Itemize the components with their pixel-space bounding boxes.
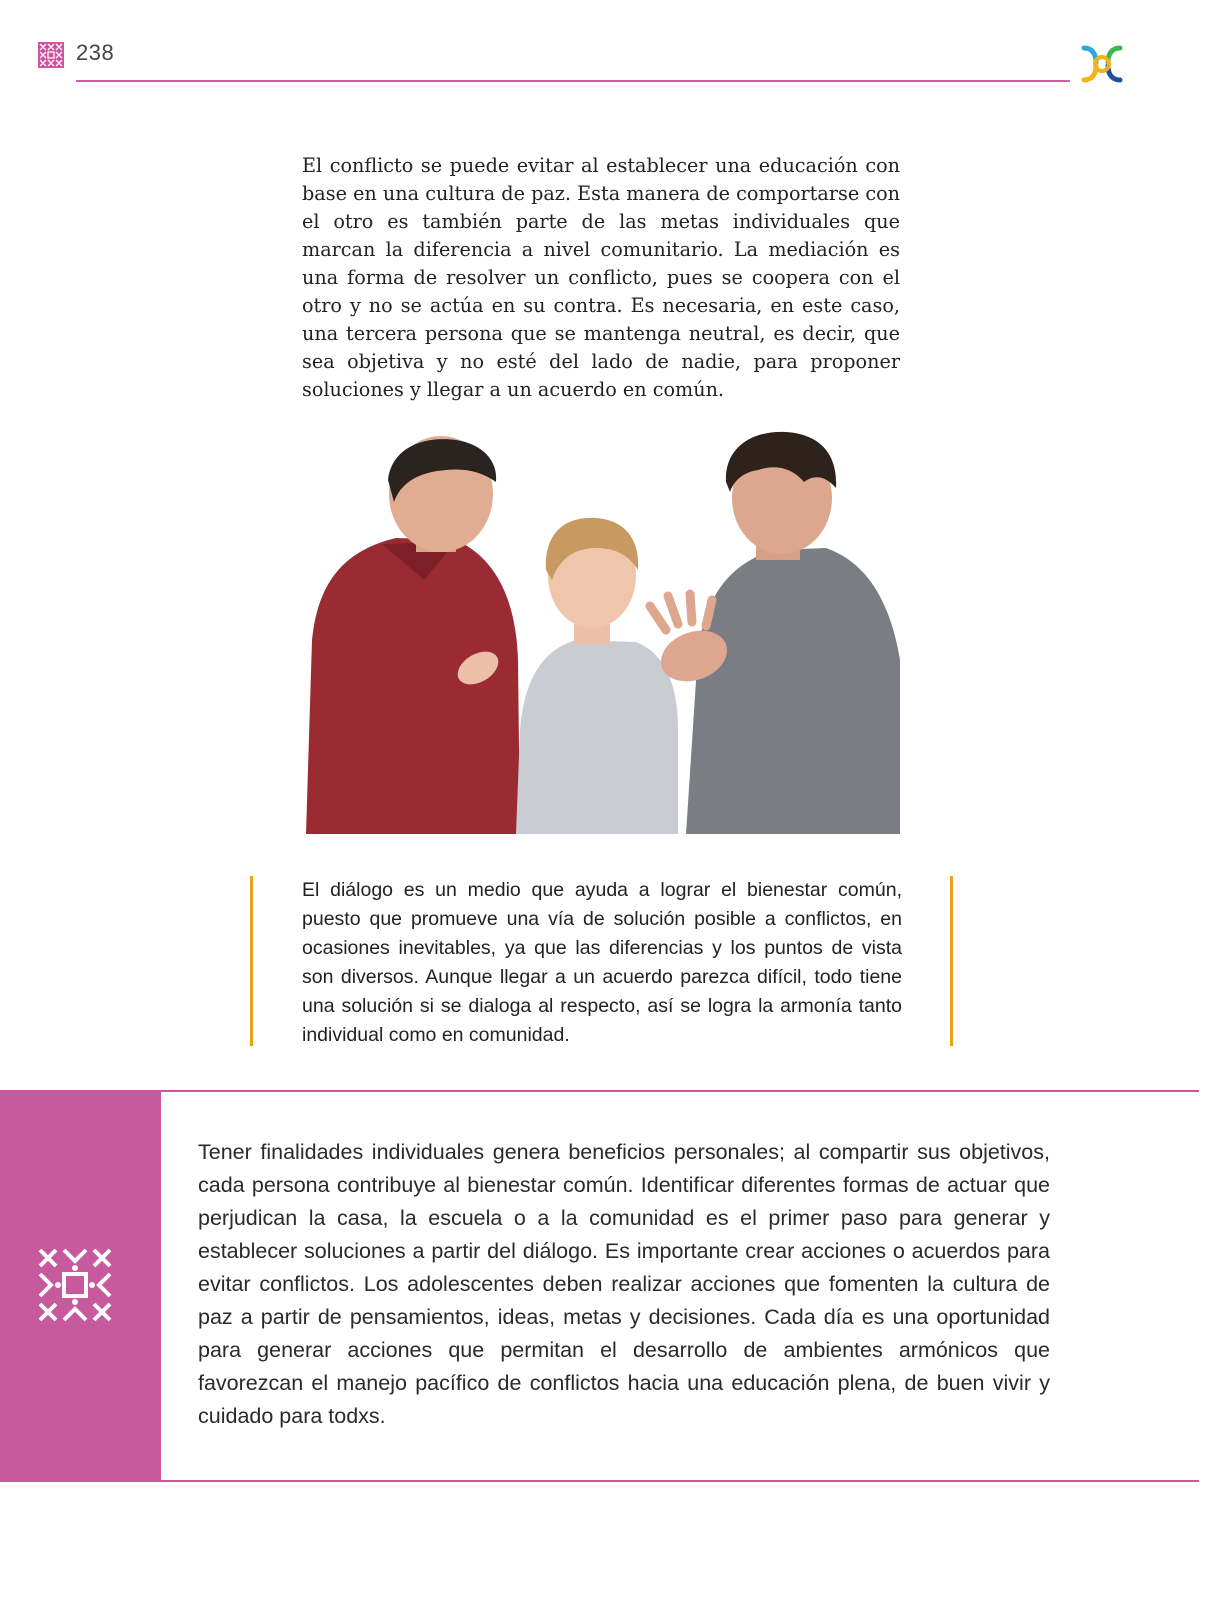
summary-paragraph: Tener finalidades individuales genera beneficios personales; al compartir sus objetivos, cada persona contribuye al bienestar común. Identificar diferentes formas de actuar que perjudican la casa, la escuela o a la comunidad es el primer paso para generar y establecer soluciones a partir del diálogo. Es importante crear acciones o acuerdos para evitar conflictos. Los adolescentes deben realizar acciones que fomenten la cultura de paz a partir de pensamientos, ideas, metas y decisiones. Cada día es una oportunidad para generar acciones que permitan el desarrollo de ambientes armónicos que favorezcan el manejo pacífico de conflictos hacia una educación plena, de buen vivir y cuidado para todxs.: [198, 1140, 1050, 1428]
woven-pattern-icon: [38, 42, 64, 68]
page-number: 238: [76, 40, 115, 65]
header-divider: [76, 80, 1070, 82]
summary-bottom-rule: [161, 1480, 1199, 1482]
intro-paragraph: El conflicto se puede evitar al establecer una educación con base en una cultura de paz. Esta manera de comportarse con el otro es también parte de las metas individuales que marcan la diferencia a nivel comunitario. La mediación es una forma de resolver un conflicto, pues se coopera con el otro y no se actúa en su contra. Es necesaria, en este caso, una tercera persona que se mantenga neutral, es decir, que sea objetiva y no esté del lado de nadie, para proponer soluciones y llegar a un acuerdo en común.: [302, 154, 900, 401]
quote-right-bar: [950, 876, 953, 1046]
quote-paragraph: El diálogo es un medio que ayuda a lograr el bienestar común, puesto que promueve una vía de solución posible a conflictos, en ocasiones inevitables, ya que las diferencias y los puntos de vista son diversos. Aunque llegar a un acuerdo parezca difícil, todo tiene una solución si se dialoga al respecto, así se logra la armonía tanto individual como en comunidad.: [302, 879, 902, 1046]
interlocking-rings-logo-icon: [1078, 40, 1126, 88]
woven-motif-icon: [36, 1246, 114, 1324]
quote-left-bar: [250, 876, 253, 1046]
summary-top-rule: [161, 1090, 1199, 1092]
mediation-photo: [306, 430, 900, 834]
